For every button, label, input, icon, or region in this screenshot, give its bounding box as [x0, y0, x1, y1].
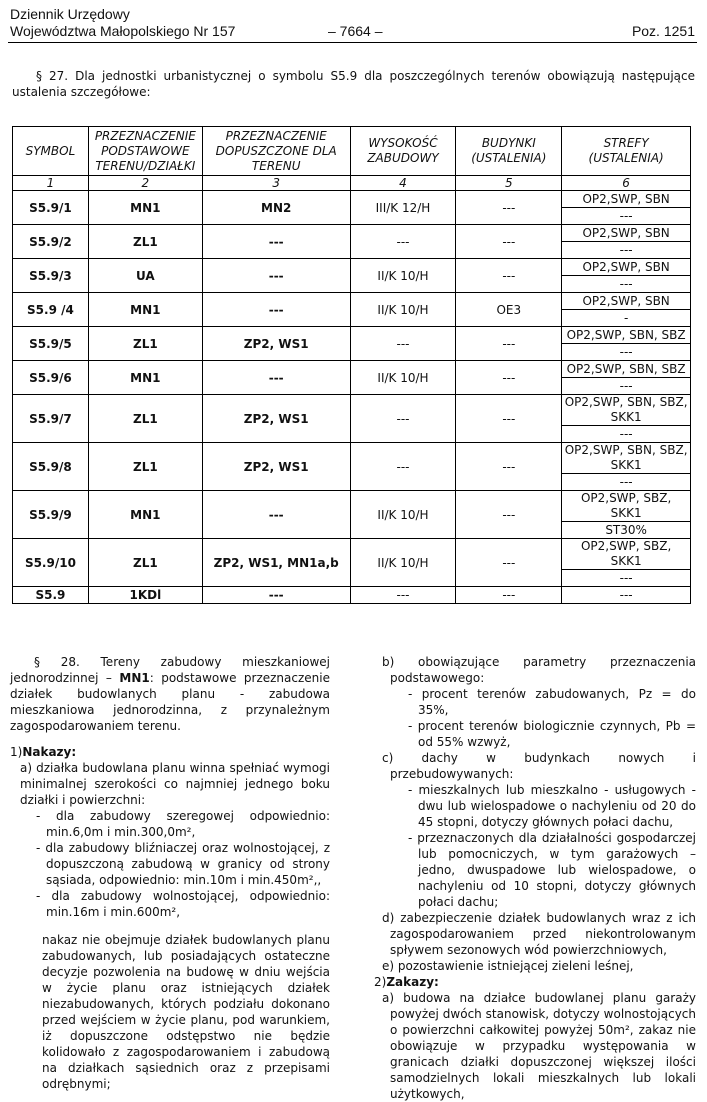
cell-buildings: --- — [456, 259, 562, 293]
table-header-row — [13, 127, 691, 176]
table-row — [13, 443, 691, 474]
cell-symbol: S5.9 — [13, 587, 89, 604]
col-index: 5 — [456, 176, 562, 191]
cell-height: II/K 10/H — [350, 539, 456, 587]
cell-zones: OP2,SWP, SBN, SBZ, SKK1 — [562, 395, 691, 426]
table-row — [13, 191, 691, 208]
cell-buildings: --- — [456, 225, 562, 259]
cell-buildings: --- — [456, 587, 562, 604]
cell-basic-purpose: ZL1 — [88, 539, 202, 587]
cell-symbol: S5.9 /4 — [13, 293, 89, 327]
cell-basic-purpose: ZL1 — [88, 395, 202, 443]
cell-height: --- — [350, 395, 456, 443]
cell-zones: OP2,SWP, SBN, SBZ — [562, 327, 691, 344]
item-a-dash-3: - dla zabudowy wolnostojącej, odpowiednio: min.16m i min.600m², — [36, 889, 330, 919]
cell-zones: OP2,SWP, SBZ, SKK1 — [562, 491, 691, 522]
col-header-height: WYSOKOŚĆ ZABUDOWY — [350, 127, 456, 176]
cell-allowed-purpose: --- — [202, 587, 350, 604]
cell-zones-extra: - — [562, 310, 691, 327]
cell-allowed-purpose: --- — [202, 293, 350, 327]
item-d: d) zabezpieczenie działek budowlanych wraz z ich zagospodarowaniem przed niekontrolowanym spływem sezonowych wód powierzchniowych, — [382, 911, 696, 957]
cell-buildings: --- — [456, 361, 562, 395]
cell-height: II/K 10/H — [350, 361, 456, 395]
cell-height: II/K 10/H — [350, 491, 456, 539]
position-number: Poz. 1251 — [631, 23, 695, 39]
cell-basic-purpose: UA — [88, 259, 202, 293]
cell-allowed-purpose: --- — [202, 259, 350, 293]
cell-basic-purpose: ZL1 — [88, 327, 202, 361]
cell-symbol: S5.9/10 — [13, 539, 89, 587]
col-header-basic-purpose: PRZEZNACZENIE PODSTAWOWE TERENU/DZIAŁKI — [88, 127, 202, 176]
col-header-zones: STREFY (USTALENIA) — [562, 127, 691, 176]
cell-allowed-purpose: --- — [202, 361, 350, 395]
cell-symbol: S5.9/5 — [13, 327, 89, 361]
cell-allowed-purpose: ZP2, WS1 — [202, 443, 350, 491]
journal-subtitle-line — [10, 23, 695, 40]
cell-height: III/K 12/H — [350, 191, 456, 225]
cell-symbol: S5.9/6 — [13, 361, 89, 395]
cell-symbol: S5.9/2 — [13, 225, 89, 259]
cell-symbol: S5.9/3 — [13, 259, 89, 293]
cell-height: II/K 10/H — [350, 259, 456, 293]
cell-buildings: --- — [456, 443, 562, 491]
cell-height: --- — [350, 443, 456, 491]
cell-buildings: --- — [456, 191, 562, 225]
table-row — [13, 395, 691, 426]
header-divider — [8, 42, 697, 43]
cell-basic-purpose: 1KDl — [88, 587, 202, 604]
cell-symbol: S5.9/9 — [13, 491, 89, 539]
item-e: e) pozostawienie istniejącej zieleni leśnej, — [382, 959, 634, 973]
cell-zones: OP2,SWP, SBN, SBZ — [562, 361, 691, 378]
cell-buildings: OE3 — [456, 293, 562, 327]
cell-buildings: --- — [456, 327, 562, 361]
cell-buildings: --- — [456, 491, 562, 539]
col-index: 3 — [202, 176, 350, 191]
cell-zones-extra: --- — [562, 426, 691, 443]
col-header-allowed-purpose: PRZEZNACZENIE DOPUSZCZONE DLA TERENU — [202, 127, 350, 176]
col-index: 1 — [13, 176, 89, 191]
table-row — [13, 587, 691, 604]
cell-zones: OP2,SWP, SBN — [562, 191, 691, 208]
prohibitions-heading-2: 2)Zakazy: — [374, 975, 439, 989]
prohibitions-heading-1: 1)Nakazy: — [10, 745, 77, 759]
cell-allowed-purpose: ZP2, WS1 — [202, 395, 350, 443]
paragraph-27: § 27. Dla jednostki urbanistycznej o symbolu S5.9 dla poszczególnych terenów obowiązują następujące ustalenia szczegółowe: — [12, 69, 695, 99]
item-c: c) dachy w budynkach nowych i przebudowywanych: — [382, 751, 696, 781]
cell-zones-extra: --- — [562, 570, 691, 587]
cell-basic-purpose: MN1 — [88, 361, 202, 395]
cell-zones-extra: ST30% — [562, 522, 691, 539]
item-a-dash-1: - dla zabudowy szeregowej odpowiednio: min.6,0m i min.300,0m², — [36, 809, 330, 839]
table-body — [13, 191, 691, 604]
table-row — [13, 539, 691, 570]
journal-title: Dziennik Urzędowy — [10, 6, 130, 22]
table-row — [13, 259, 691, 276]
cell-basic-purpose: ZL1 — [88, 225, 202, 259]
right-column — [374, 654, 696, 1102]
cell-zones: OP2,SWP, SBN, SBZ, SKK1 — [562, 443, 691, 474]
cell-zones-extra: --- — [562, 276, 691, 293]
cell-buildings: --- — [456, 539, 562, 587]
item-c-dash-2: - przeznaczonych dla działalności gospodarczej lub pomocniczych, w tym garażowych – jedno, dwuspadowe lub wielospadowe, o nachyleniu od 10 stopni, dotyczy głównych połaci dachu; — [408, 831, 696, 909]
cell-height: --- — [350, 327, 456, 361]
cell-buildings: --- — [456, 395, 562, 443]
cell-allowed-purpose: MN2 — [202, 191, 350, 225]
table-row — [13, 491, 691, 522]
table-row — [13, 327, 691, 344]
table-row — [13, 361, 691, 378]
cell-zones: --- — [562, 587, 691, 604]
cell-allowed-purpose: --- — [202, 491, 350, 539]
item-b-dash-1: - procent terenów zabudowanych, Pz = do 35%, — [408, 687, 696, 717]
item-a-dash-2: - dla zabudowy bliźniaczej oraz wolnostojącej, z dopuszczoną zabudową w granicy od strony sąsiada, odpowiednio: min.10m i min.450m²,, — [36, 841, 330, 887]
paragraph-28: § 28. Tereny zabudowy mieszkaniowej jednorodzinnej – MN1: podstawowe przeznaczenie działek budowlanych planu - zabudowa mieszkaniowa jednorodzinna, z przynależnym zagospodarowaniem terenu. — [10, 655, 330, 733]
item-b: b) obowiązujące parametry przeznaczenia podstawowego: — [382, 655, 696, 685]
cell-zones-extra: --- — [562, 474, 691, 491]
item-c-dash-1: - mieszkalnych lub mieszkalno - usługowych - dwu lub wielospadowe o nachyleniu od 20 do 45 stopni, dotyczy głównych połaci dachu, — [408, 783, 696, 829]
col-header-symbol: SYMBOL — [13, 127, 89, 176]
table-index-row — [13, 176, 691, 191]
cell-symbol: S5.9/7 — [13, 395, 89, 443]
cell-basic-purpose: ZL1 — [88, 443, 202, 491]
col-index: 6 — [562, 176, 691, 191]
cell-allowed-purpose: ZP2, WS1, MN1a,b — [202, 539, 350, 587]
cell-basic-purpose: MN1 — [88, 293, 202, 327]
item-2a: a) budowa na działce budowlanej planu garaży powyżej dwóch stanowisk, dotyczy wolnostojących o powierzchni całkowitej powyżej 50m², zakaz nie obowiązuje w przypadku występowania w granicach działki dopuszczonej większej ilości samodzielnych lokali mieszkalnych lub lokali użytkowych, — [382, 991, 696, 1101]
cell-zones: OP2,SWP, SBN — [562, 259, 691, 276]
cell-basic-purpose: MN1 — [88, 191, 202, 225]
journal-subtitle: Województwa Małopolskiego Nr 157 — [10, 23, 236, 39]
page-number: – 7664 – — [328, 23, 383, 39]
col-index: 2 — [88, 176, 202, 191]
item-b-dash-2: - procent terenów biologicznie czynnych, Pb = od 55% wzwyż, — [408, 719, 696, 749]
table-row — [13, 293, 691, 310]
cell-zones: OP2,SWP, SBN — [562, 225, 691, 242]
exception-note: nakaz nie obejmuje działek budowlanych planu zabudowanych, lub posiadających ostateczne decyzje pozwolenia na budowę w dniu wejścia w życie planu oraz istniejących działek niezabudowanych, których podziału dokonano przed wejściem w życie planu, pod warunkiem, iż dopuszczone odstępstwo nie będzie kolidowało z zagospodarowaniem i zabudową na działkach sąsiednich oraz z przepisami odrębnymi; — [42, 933, 330, 1091]
item-a: a) działka budowlana planu winna spełniać wymogi minimalnej szerokości co najmniej jednego boku działki i powierzchni: — [20, 761, 330, 807]
table-row — [13, 225, 691, 242]
cell-zones-extra: --- — [562, 242, 691, 259]
col-header-buildings: BUDYNKI (USTALENIA) — [456, 127, 562, 176]
cell-allowed-purpose: ZP2, WS1 — [202, 327, 350, 361]
cell-height: --- — [350, 587, 456, 604]
cell-symbol: S5.9/8 — [13, 443, 89, 491]
cell-symbol: S5.9/1 — [13, 191, 89, 225]
cell-zones-extra: --- — [562, 344, 691, 361]
cell-zones-extra: --- — [562, 378, 691, 395]
cell-height: II/K 10/H — [350, 293, 456, 327]
cell-allowed-purpose: --- — [202, 225, 350, 259]
cell-height: --- — [350, 225, 456, 259]
regulations-table — [12, 126, 691, 604]
col-index: 4 — [350, 176, 456, 191]
cell-basic-purpose: MN1 — [88, 491, 202, 539]
page-header — [10, 6, 695, 40]
cell-zones-extra: --- — [562, 208, 691, 225]
cell-zones: OP2,SWP, SBZ, SKK1 — [562, 539, 691, 570]
cell-zones: OP2,SWP, SBN — [562, 293, 691, 310]
left-column — [10, 654, 330, 1092]
